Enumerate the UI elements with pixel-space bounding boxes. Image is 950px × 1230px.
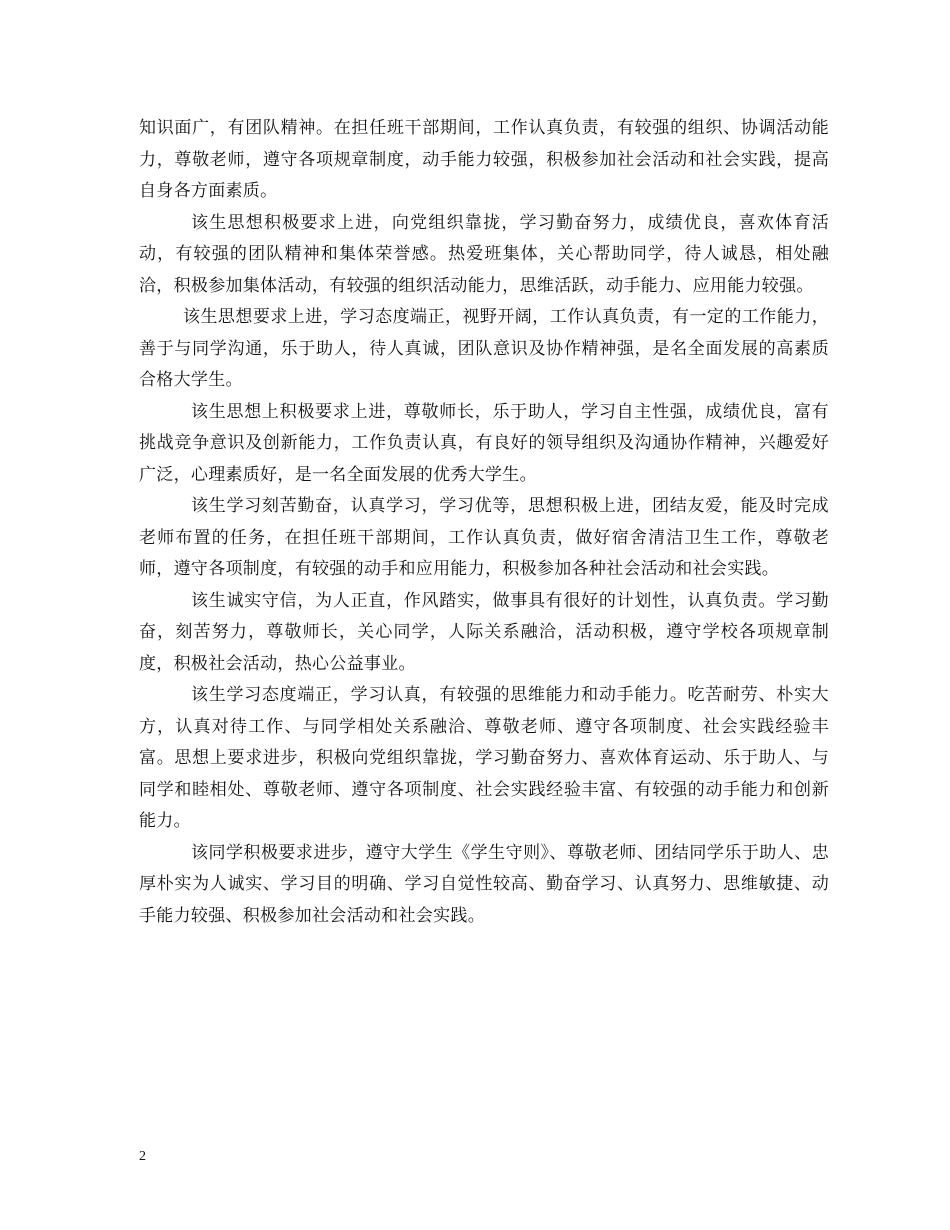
page-number: 2 — [139, 1149, 146, 1164]
paragraph-8: 该同学积极要求进步，遵守大学生《学生守则》、尊敬老师、团结同学乐于助人、忠厚朴实为人诚实、学习目的明确、学习自觉性较高、勤奋学习、认真努力、思维敏捷、动手能力较强、积极参加社会活动和社会实践。 — [139, 842, 829, 926]
paragraph-5: 该生学习刻苦勤奋，认真学习，学习优等，思想积极上进，团结友爱，能及时完成老师布置的任务，在担任班干部期间，工作认真负责，做好宿舍清洁卫生工作，尊敬老师，遵守各项制度，有较强的动手和应用能力，积极参加各种社会活动和社会实践。 — [139, 496, 829, 579]
paragraph-6: 该生诚实守信，为人正直，作风踏实，做事具有很好的计划性，认真负责。学习勤奋，刻苦努力，尊敬师长，关心同学，人际关系融洽，活动积极，遵守学校各项规章制度，积极社会活动，热心公益事业。 — [139, 590, 829, 674]
paragraph-4: 该生思想上积极要求上进，尊敬师长，乐于助人，学习自主性强，成绩优良，富有挑战竞争意识及创新能力，工作负责认真，有良好的领导组织及沟通协作精神，兴趣爱好广泛，心理素质好，是一名全面发展的优秀大学生。 — [139, 401, 829, 485]
document-body — [139, 113, 829, 932]
paragraph-7: 该生学习态度端正，学习认真，有较强的思维能力和动手能力。吃苦耐劳、朴实大方，认真对待工作、与同学相处关系融洽、尊敬老师、遵守各项制度、社会实践经验丰富。思想上要求进步，积极向党组织靠拢，学习勤奋努力、喜欢体育运动、乐于助人、与同学和睦相处、尊敬老师、遵守各项制度、社会实践经验丰富、有较强的动手能力和创新能力。 — [139, 685, 829, 831]
paragraph-1: 知识面广，有团队精神。在担任班干部期间，工作认真负责，有较强的组织、协调活动能力，尊敬老师，遵守各项规章制度，动手能力较强，积极参加社会活动和社会实践，提高自身各方面素质。 — [139, 118, 829, 201]
paragraph-2: 该生思想积极要求上进，向党组织靠拢，学习勤奋努力，成绩优良，喜欢体育活动，有较强的团队精神和集体荣誉感。热爱班集体，关心帮助同学，待人诚恳，相处融洽，积极参加集体活动，有较强的组织活动能力，思维活跃，动手能力、应用能力较强。 — [139, 212, 829, 296]
paragraph-3: 该生思想要求上进，学习态度端正，视野开阔，工作认真负责，有一定的工作能力，善于与同学沟通，乐于助人，待人真诚，团队意识及协作精神强，是名全面发展的高素质合格大学生。 — [139, 307, 829, 390]
